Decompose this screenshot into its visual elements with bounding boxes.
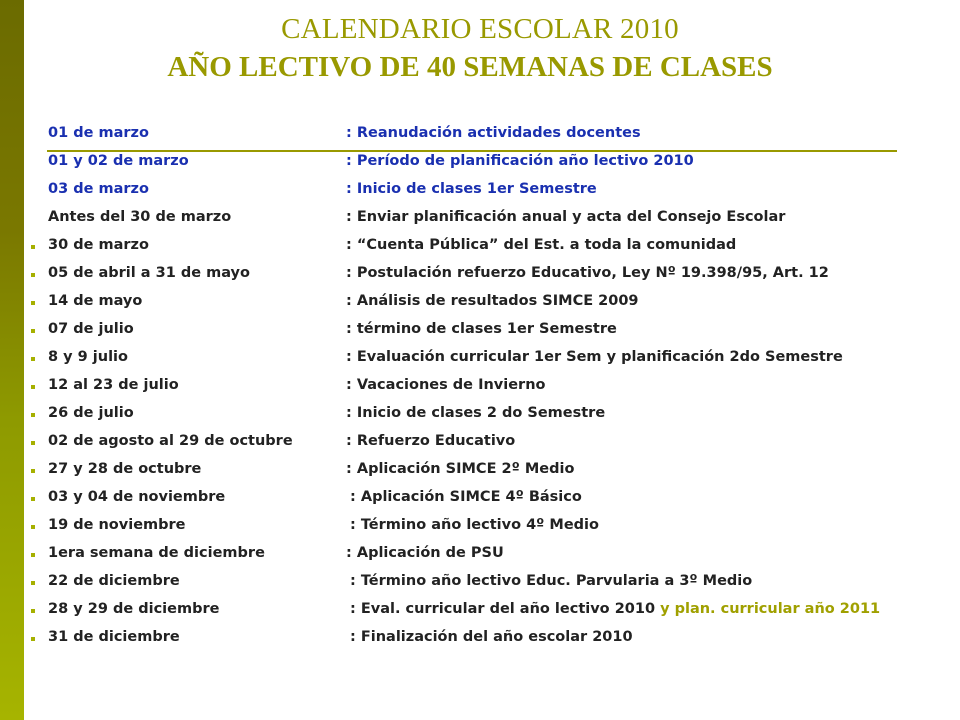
item-date: 27 y 28 de octubre (48, 461, 202, 477)
bullet-icon (31, 385, 35, 389)
item-description: : Análisis de resultados SIMCE 2009 (346, 293, 639, 309)
item-description: : Enviar planificación anual y acta del Consejo Escolar (346, 209, 786, 225)
item-description: : Período de planificación año lectivo 2010 (346, 153, 694, 169)
item-description-main: : Eval. curricular del año lectivo 2010 (350, 601, 656, 617)
list-item (0, 486, 960, 514)
item-date: 07 de julio (48, 321, 134, 337)
item-description: : Inicio de clases 1er Semestre (346, 181, 597, 197)
item-date: 8 y 9 julio (48, 349, 128, 365)
item-date: 19 de noviembre (48, 517, 186, 533)
bullet-icon (31, 497, 35, 501)
item-description: : Inicio de clases 2 do Semestre (346, 405, 606, 421)
item-date: 22 de diciembre (48, 573, 180, 589)
list-item (0, 290, 960, 318)
item-date: 01 de marzo (48, 125, 149, 141)
bullet-icon (31, 441, 35, 445)
item-description: : Postulación refuerzo Educativo, Ley Nº 19.398/95, Art. 12 (346, 265, 829, 281)
item-description: : Aplicación de PSU (346, 545, 504, 561)
item-date: 12 al 23 de julio (48, 377, 179, 393)
bullet-icon (31, 553, 35, 557)
item-description: : Término año lectivo 4º Medio (350, 517, 599, 533)
list-item (0, 346, 960, 374)
bullet-icon (31, 581, 35, 585)
bullet-icon (31, 329, 35, 333)
list-item (0, 458, 960, 486)
item-date: 03 y 04 de noviembre (48, 489, 226, 505)
item-date: 03 de marzo (48, 181, 149, 197)
list-item (0, 234, 960, 262)
item-description (350, 601, 880, 617)
item-description: : Finalización del año escolar 2010 (350, 629, 633, 645)
bullet-icon (31, 525, 35, 529)
bullet-icon (31, 469, 35, 473)
item-date: 1era semana de diciembre (48, 545, 265, 561)
list-item (0, 178, 960, 206)
item-date: Antes del 30 de marzo (48, 209, 232, 225)
page-subtitle: AÑO LECTIVO DE 40 SEMANAS DE CLASES (167, 51, 773, 83)
bullet-icon (31, 273, 35, 277)
bullet-icon (31, 609, 35, 613)
item-date: 14 de mayo (48, 293, 143, 309)
item-date: 28 y 29 de diciembre (48, 601, 220, 617)
item-description: : “Cuenta Pública” del Est. a toda la comunidad (346, 237, 737, 253)
item-date: 02 de agosto al 29 de octubre (48, 433, 293, 449)
item-description: : Término año lectivo Educ. Parvularia a 3º Medio (350, 573, 753, 589)
list-item (0, 402, 960, 430)
item-date: 26 de julio (48, 405, 134, 421)
item-date: 01 y 02 de marzo (48, 153, 189, 169)
list-item (0, 318, 960, 346)
list-item (0, 430, 960, 458)
item-date: 31 de diciembre (48, 629, 180, 645)
list-item (0, 206, 960, 234)
bullet-icon (31, 413, 35, 417)
item-description: : Aplicación SIMCE 2º Medio (346, 461, 575, 477)
item-description: : Refuerzo Educativo (346, 433, 516, 449)
bullet-icon (31, 245, 35, 249)
list-item (0, 514, 960, 542)
page-title: CALENDARIO ESCOLAR 2010 (281, 13, 679, 45)
item-description: : Reanudación actividades docentes (346, 125, 641, 141)
item-description: : término de clases 1er Semestre (346, 321, 617, 337)
list-item (0, 374, 960, 402)
item-description: : Aplicación SIMCE 4º Básico (350, 489, 582, 505)
list-item (0, 150, 960, 178)
list-item (0, 542, 960, 570)
item-description: : Vacaciones de Invierno (346, 377, 546, 393)
list-item (0, 626, 960, 654)
bullet-icon (31, 301, 35, 305)
bullet-icon (31, 637, 35, 641)
item-date: 30 de marzo (48, 237, 149, 253)
item-description: : Evaluación curricular 1er Sem y planificación 2do Semestre (346, 349, 843, 365)
list-item (0, 262, 960, 290)
list-item (0, 598, 960, 626)
item-date: 05 de abril a 31 de mayo (48, 265, 250, 281)
item-description-highlight: y plan. curricular año 2011 (655, 601, 881, 617)
list-item (0, 122, 960, 150)
bullet-icon (31, 357, 35, 361)
list-item (0, 570, 960, 598)
